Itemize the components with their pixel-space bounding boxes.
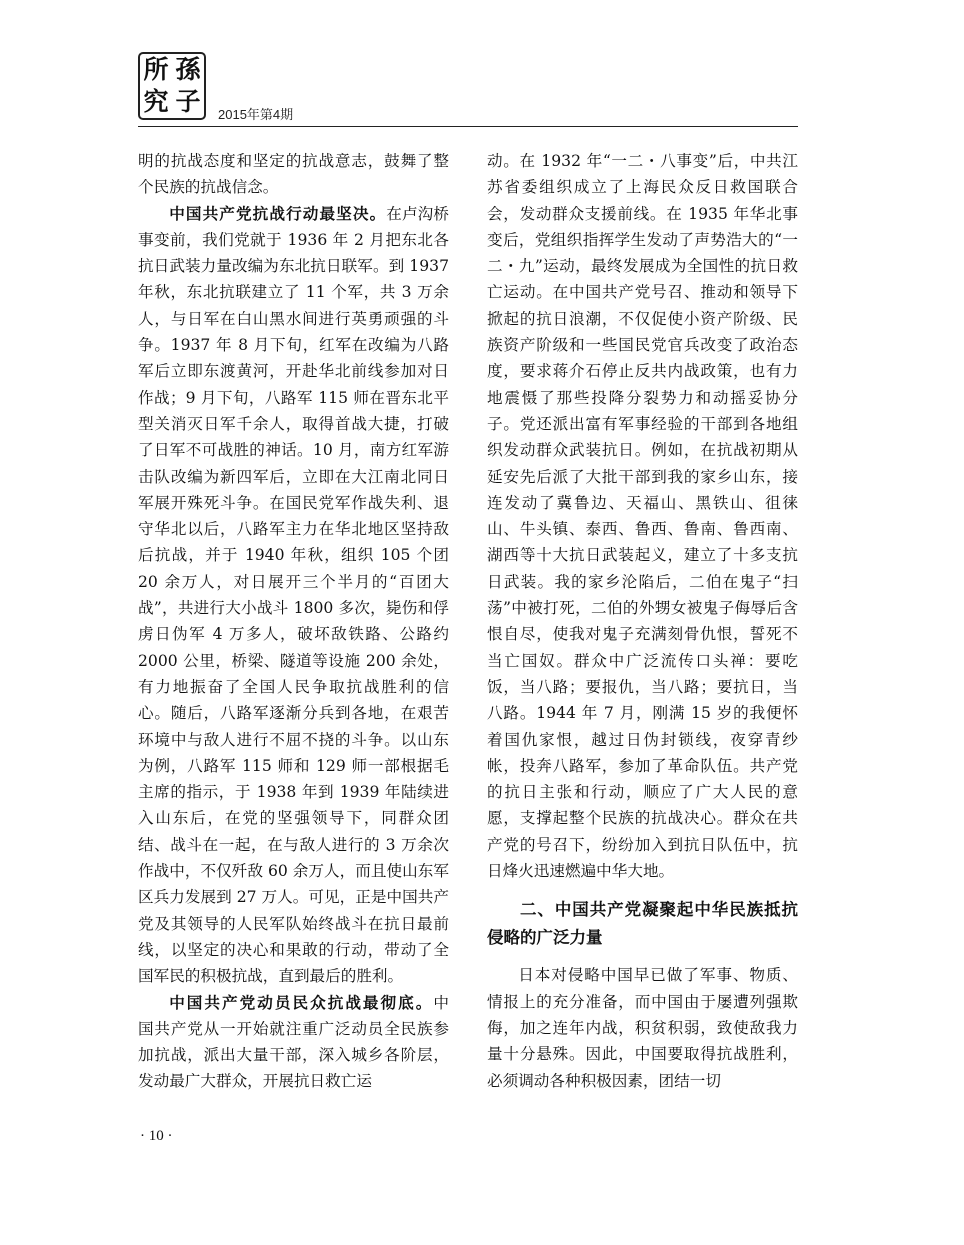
section-heading: 二、中国共产党凝聚起中华民族抵抗侵略的广泛力量 [487,900,798,948]
paragraph-body: 在卢沟桥事变前，我们党就于 1936 年 2 月把东北各抗日武装力量改编为东北抗日联军。到 1937 年秋，东北抗联建立了 11 个军，共 3 万余人，与日军在白山黑水间进行英勇顽强的斗争。1937 年 8 月下旬，红军在改编为八路军后立即东渡黄河，开赴华北前线参加对日作战；9 月下旬，八路军 115 师在晋东北平型关消灭日军千余人，取得首战大捷，打破了日军不可战胜的神话。10 月，南方红军游击队改编为新四军后，立即在大江南北同日军展开殊死斗争。在国民党军作战失利、退守华北以后，八路军主力在华北地区坚持敌后抗战，并于 1940 年秋，组织 105 个团 20 余万人，对日展开三个半月的“百团大战”，共进行大小战斗 1800 多次，毙伤和俘虏日伪军 4 万多人，破坏敌铁路、公路约 2000 公里，桥梁、隧道等设施 200 余处，有力地振奋了全国人民争取抗战胜利的信心。随后，八路军逐渐分兵到各地，在艰苦环境中与敌人进行不屈不挠的斗争。以山东为例，八路军 115 师和 129 师一部根据毛主席的指示，于 1938 年到 1939 年陆续进入山东后，在党的坚强领导下，同群众团结、战斗在一起，在与敌人进行的 3 万余次作战中，不仅歼敌 60 余万人，而且使山东军区兵力发展到 27 万人。可见，正是中国共产党及其领导的人民军队始终战斗在抗日最前线，以坚定的决心和果敢的行动，带动了全国军民的积极抗战，直到最后的胜利。 [138,204,449,986]
logo-char: 所 [143,55,169,84]
paragraph-lead: 中国共产党抗战行动最坚决。 [169,204,387,223]
logo-char: 子 [175,87,201,116]
right-column [487,148,798,1094]
paragraph-body: 中国共产党从一开始就注重广泛动员全民族参加抗战，派出大量干部，深入城乡各阶层，发动最广大群众，开展抗日救亡运 [138,993,449,1091]
logo-char: 究 [143,87,169,116]
paragraph-lead: 中国共产党动员民众抗战最彻底。 [169,993,434,1012]
paragraph: 明的抗战态度和坚定的抗战意志，鼓舞了整个民族的抗战信念。 [138,152,449,197]
logo-char: 孫 [175,55,201,84]
issue-label: 2015年第4期 [218,107,294,122]
left-column [138,148,449,1095]
page-header [138,50,798,130]
page-number: · 10 · [140,1128,173,1144]
paragraph [138,201,449,990]
paragraph: 日本对侵略中国早已做了军事、物质、情报上的充分准备，而中国由于屡遭列强欺侮，加之连年内战，积贫积弱，致使敌我力量十分悬殊。因此，中国要取得抗战胜利，必须调动各种积极因素，团结一切 [487,966,798,1090]
header-rule [138,126,798,127]
paragraph [138,990,449,1095]
paragraph: 动。在 1932 年“一二・八事变”后，中共江苏省委组织成立了上海民众反日救国联合会，发动群众支援前线。在 1935 年华北事变后，党组织指挥学生发动了声势浩大的“一二・九”运动，最终发展成为全国性的抗日救亡运动。在中国共产党号召、推动和领导下掀起的抗日浪潮，不仅促使小资产阶级、民族资产阶级和一些国民党官兵改变了政治态度，要求蒋介石停止反共内战政策，也有力地震慑了那些投降分裂势力和动摇妥协分子。党还派出富有军事经验的干部到各地组织发动群众武装抗日。例如，在抗战初期从延安先后派了大批干部到我的家乡山东，接连发动了冀鲁边、天福山、黑铁山、徂徕山、牛头镇、泰西、鲁西、鲁南、鲁西南、湖西等十大抗日武装起义，建立了十多支抗日武装。我的家乡沦陷后，二伯在鬼子“扫荡”中被打死，二伯的外甥女被鬼子侮辱后含恨自尽，使我对鬼子充满刻骨仇恨，誓死不当亡国奴。群众中广泛流传口头禅：要吃饭，当八路；要报仇，当八路；要抗日，当八路。1944 年 7 月，刚满 15 岁的我便怀着国仇家恨，越过日伪封锁线，夜穿青纱帐，投奔八路军，参加了革命队伍。共产党的抗日主张和行动，顺应了广大人民的意愿，支撑起整个民族的抗战决心。群众在共产党的号召下，纷纷加入到抗日队伍中，抗日烽火迅速燃遍中华大地。 [487,152,798,881]
journal-logo [138,52,206,120]
